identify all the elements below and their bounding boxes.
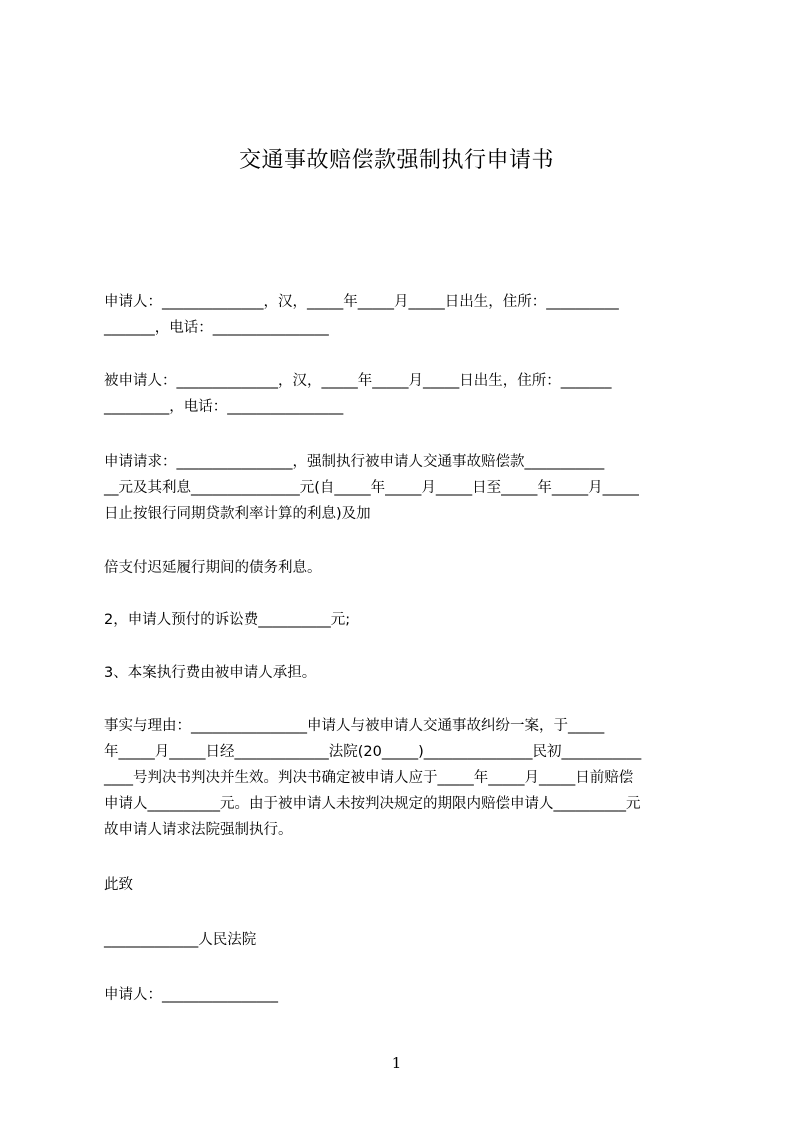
facts-line-2: 年_____月_____日经_____________法院(20_____)_______________民初___________ <box>104 744 642 760</box>
respondent-paragraph <box>104 368 700 420</box>
facts-line-3: ____号判决书判决并生效。判决书确定被申请人应于_____年_____月_____日前赔偿 <box>104 770 634 786</box>
applicant-line-2: _______，电话：________________ <box>104 320 329 336</box>
facts-paragraph <box>104 713 700 843</box>
request-line-2: __元及其利息_______________元(自_____年_____月_____日至_____年_____月_____ <box>104 480 639 496</box>
closing: 此致 <box>104 877 133 893</box>
request-line-3: 日止按银行同期贷款利率计算的利息)及加 <box>104 506 371 522</box>
request-paragraph <box>104 449 700 527</box>
document-title: 交通事故赔偿款强制执行申请书 <box>238 148 554 173</box>
item-2: 2，申请人预付的诉讼费__________元; <box>104 612 351 628</box>
item-3: 3、本案执行费由被申请人承担。 <box>104 665 317 681</box>
applicant-paragraph <box>104 289 700 341</box>
page-number: 1 <box>391 1054 402 1072</box>
request-line-1: 申请请求：________________，强制执行被申请人交通事故赔偿款___________ <box>104 454 605 470</box>
facts-line-5: 故申请人请求法院强制执行。 <box>104 822 293 838</box>
court-line: _____________人民法院 <box>104 932 257 948</box>
facts-line-1: 事实与理由：________________申请人与被申请人交通事故纠纷一案，于_____ <box>104 718 605 734</box>
signature-line: 申请人：________________ <box>104 987 278 1003</box>
respondent-line-1: 被申请人：______________，汉，_____年_____月_____日出生，住所：_______ <box>104 373 612 389</box>
double-interest-item: 倍支付迟延履行期间的债务利息。 <box>104 560 322 576</box>
applicant-line-1: 申请人：______________，汉，_____年_____月_____日出生，住所：__________ <box>104 294 619 310</box>
facts-line-4: 申请人__________元。由于被申请人未按判决规定的期限内赔偿申请人__________元 <box>104 796 641 812</box>
respondent-line-2: _________，电话：________________ <box>104 399 344 415</box>
